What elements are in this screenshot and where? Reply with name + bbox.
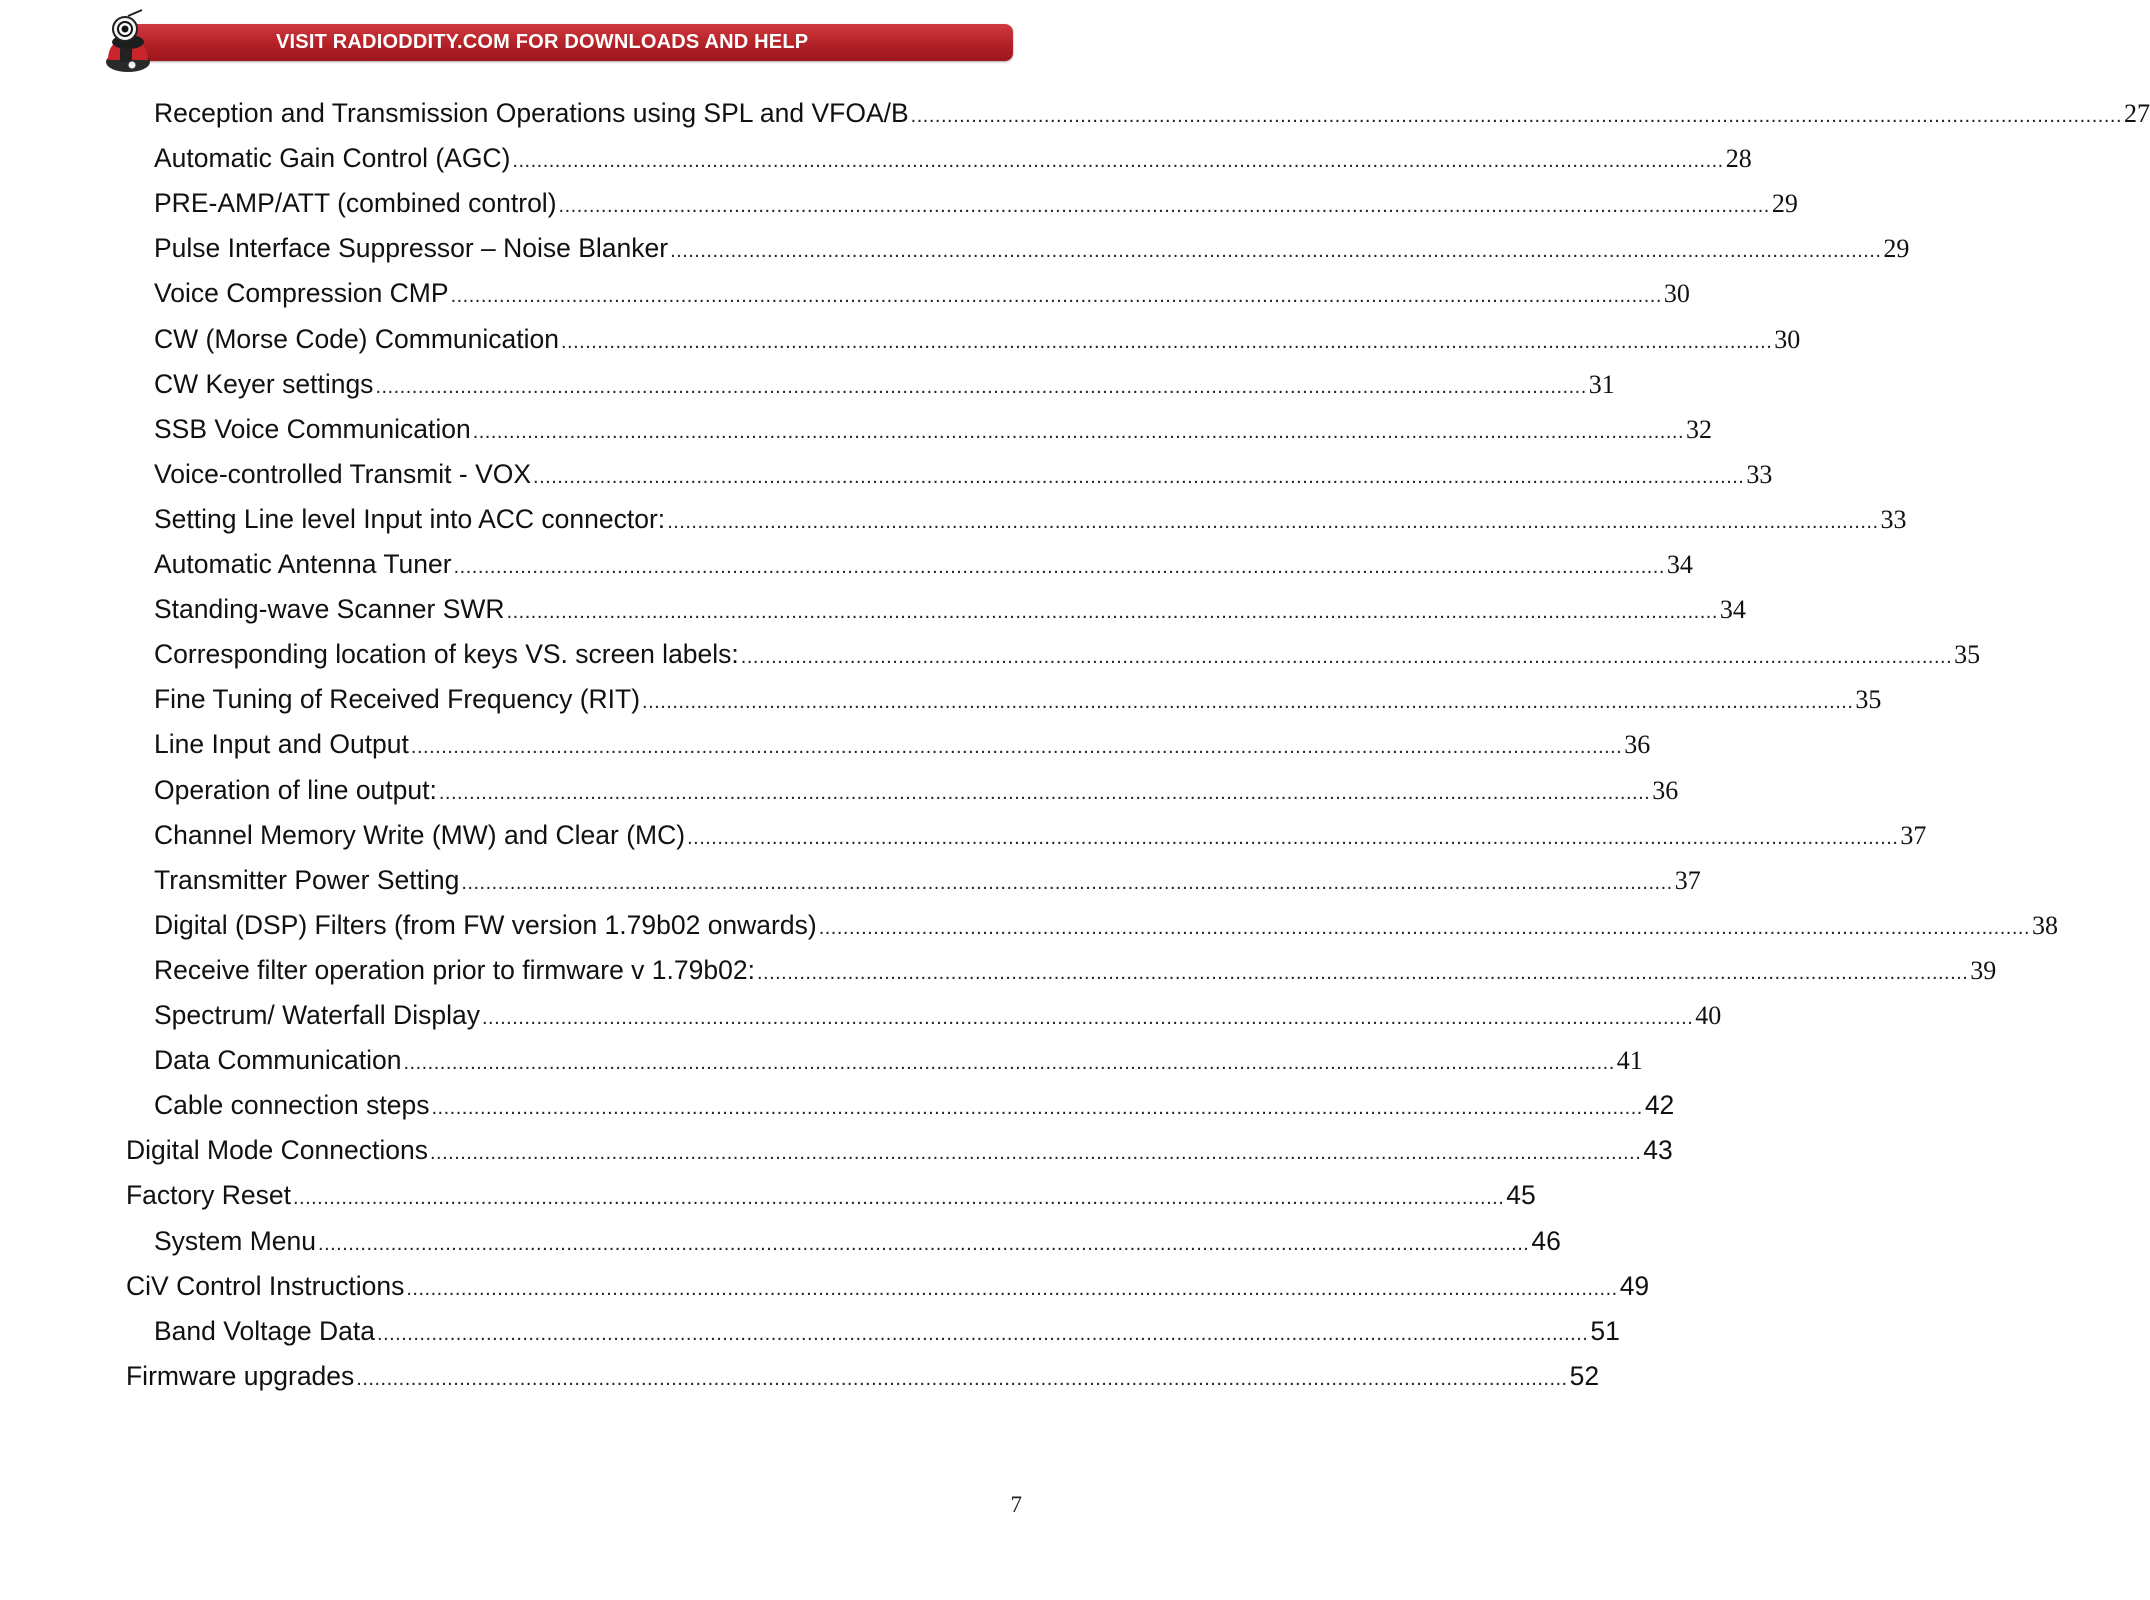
toc-entry[interactable] [154,1086,1675,1124]
toc-entry-title: Pulse Interface Suppressor – Noise Blanker [154,233,669,264]
toc-dot-leader: ........................................................................................................................................................................................................ [558,195,1770,218]
toc-entry[interactable] [154,996,1722,1034]
toc-entry[interactable] [126,1357,1600,1395]
toc-entry[interactable] [126,1131,1673,1169]
toc-entry-title: CW Keyer settings [154,368,374,399]
toc-entry-title: Data Communication [154,1045,402,1076]
toc-entry-title: Automatic Gain Control (AGC) [154,143,511,174]
toc-entry[interactable] [154,410,1713,448]
toc-entry-title: Channel Memory Write (MW) and Clear (MC) [154,819,686,850]
toc-entry-page-number: 33 [1746,459,1773,489]
toc-dot-leader: ........................................................................................................................................................................................................ [375,375,1587,398]
toc-entry-page-number: 28 [1725,144,1752,174]
toc-dot-leader: ........................................................................................................................................................................................................ [481,1007,1694,1029]
toc-dot-leader: ........................................................................................................................................................................................................ [406,1277,1618,1300]
toc-dot-leader: ........................................................................................................................................................................................................ [642,691,1854,714]
toc-dot-leader: ........................................................................................................................................................................................................ [438,781,1651,804]
toc-entry[interactable] [154,320,1801,358]
toc-entry[interactable] [126,1176,1536,1214]
toc-dot-leader: ........................................................................................................................................................................................................ [318,1232,1530,1255]
toc-entry-title: Band Voltage Data [154,1315,376,1346]
toc-entry-page-number: 51 [1590,1315,1620,1346]
toc-entry-page-number: 45 [1506,1180,1536,1211]
toc-entry-page-number: 37 [1674,865,1701,895]
toc-dot-leader: ........................................................................................................................................................................................................ [512,150,1724,173]
toc-entry-title: Transmitter Power Setting [154,864,460,895]
toc-dot-leader: ........................................................................................................................................................................................................ [292,1187,1505,1210]
toc-entry[interactable] [154,1041,1643,1079]
toc-entry-title: Automatic Antenna Tuner [154,549,452,579]
toc-dot-leader: ........................................................................................................................................................................................................ [740,646,1953,669]
toc-entry-page-number: 30 [1663,279,1690,309]
toc-entry-title: Reception and Transmission Operations using SPL and VFOA/B [154,98,909,128]
toc-entry-title: PRE-AMP/ATT (combined control) [154,188,557,219]
toc-entry[interactable] [154,725,1651,763]
toc-entry[interactable] [154,951,1997,989]
toc-dot-leader: ........................................................................................................................................................................................................ [910,105,2122,127]
toc-entry[interactable] [154,816,1927,854]
toc-entry[interactable] [154,771,1679,809]
toc-entry-page-number: 35 [1855,685,1882,715]
toc-dot-leader: ........................................................................................................................................................................................................ [429,1142,1642,1165]
toc-entry-page-number: 36 [1624,730,1651,760]
toc-dot-leader: ........................................................................................................................................................................................................ [818,916,2031,939]
toc-entry-page-number: 52 [1569,1360,1600,1391]
toc-entry[interactable] [154,139,1752,177]
toc-entry-title: Spectrum/ Waterfall Display [154,1000,480,1030]
toc-dot-leader: ........................................................................................................................................................................................................ [472,420,1685,443]
toc-entry-page-number: 40 [1695,1001,1722,1030]
toc-entry-title: Receive filter operation prior to firmware v 1.79b02: [154,954,755,985]
toc-entry-page-number: 49 [1619,1270,1650,1301]
toc-dot-leader: ........................................................................................................................................................................................................ [450,285,1662,308]
toc-entry-page-number: 30 [1774,324,1801,354]
toc-entry-title: Fine Tuning of Received Frequency (RIT) [154,684,641,715]
toc-dot-leader: ........................................................................................................................................................................................................ [756,961,1969,984]
toc-entry-page-number: 42 [1644,1090,1675,1121]
toc-entry-page-number: 36 [1652,775,1679,805]
toc-dot-leader: ........................................................................................................................................................................................................ [506,601,1718,624]
banner-text: VISIT RADIODDITY.COM FOR DOWNLOADS AND HELP [276,31,809,53]
toc-entry-page-number: 37 [1900,820,1927,850]
toc-dot-leader: ........................................................................................................................................................................................................ [453,556,1665,578]
toc-entry-page-number: 31 [1588,369,1615,399]
toc-dot-leader: ........................................................................................................................................................................................................ [431,1097,1643,1120]
header-banner [128,24,1013,61]
toc-entry-title: Setting Line level Input into ACC connector: [154,503,666,534]
toc-entry-page-number: 39 [1970,955,1997,985]
toc-entry-page-number: 29 [1771,189,1798,219]
toc-entry-title: System Menu [154,1225,317,1256]
toc-entry-page-number: 34 [1666,550,1693,579]
toc-dot-leader: ........................................................................................................................................................................................................ [356,1367,1568,1390]
toc-entry-page-number: 43 [1643,1135,1673,1166]
toc-entry-title: Voice Compression CMP [154,278,449,309]
toc-entry[interactable] [154,861,1701,899]
toc-entry-title: Factory Reset [126,1180,291,1211]
toc-entry[interactable] [154,906,2059,944]
toc-dot-leader: ........................................................................................................................................................................................................ [533,465,1745,488]
toc-dot-leader: ........................................................................................................................................................................................................ [377,1322,1589,1345]
toc-entry[interactable] [154,1222,1561,1260]
toc-dot-leader: ........................................................................................................................................................................................................ [687,826,1899,849]
toc-entry[interactable] [154,184,1798,222]
toc-entry[interactable] [154,94,2150,132]
toc-entry[interactable] [154,1312,1620,1350]
toc-entry-page-number: 27 [2124,99,2150,128]
toc-entry-title: Cable connection steps [154,1090,430,1121]
toc-entry[interactable] [154,590,1746,628]
toc-entry[interactable] [154,680,1882,718]
toc-entry[interactable] [154,274,1690,312]
toc-entry[interactable] [154,500,1907,538]
toc-entry[interactable] [154,229,1910,267]
toc-entry-title: CW (Morse Code) Communication [154,323,559,354]
toc-entry-page-number: 33 [1880,504,1907,534]
radioddity-mascot-logo-icon [98,12,162,74]
toc-entry-title: Corresponding location of keys VS. screen labels: [154,639,739,670]
toc-entry-title: Line Input and Output [154,729,409,760]
toc-dot-leader: ........................................................................................................................................................................................................ [461,871,1673,894]
toc-entry-page-number: 29 [1883,234,1910,264]
toc-entry[interactable] [154,545,1693,583]
toc-dot-leader: ........................................................................................................................................................................................................ [667,510,1879,533]
toc-entry[interactable] [154,455,1773,493]
toc-entry[interactable] [154,365,1615,403]
toc-entry-title: SSB Voice Communication [154,413,471,444]
toc-entry[interactable] [126,1267,1650,1305]
toc-entry-title: Operation of line output: [154,774,437,805]
toc-dot-leader: ........................................................................................................................................................................................................ [670,240,1882,263]
toc-entry-page-number: 32 [1686,414,1713,444]
toc-entry-title: Firmware upgrades [126,1360,355,1391]
toc-entry-title: Voice-controlled Transmit - VOX [154,458,532,489]
toc-entry-page-number: 41 [1616,1046,1643,1076]
toc-dot-leader: ........................................................................................................................................................................................................ [403,1052,1615,1075]
toc-entry-title: CiV Control Instructions [126,1270,405,1301]
toc-dot-leader: ........................................................................................................................................................................................................ [410,736,1623,759]
toc-entry-page-number: 35 [1954,640,1981,670]
toc-dot-leader: ........................................................................................................................................................................................................ [560,330,1773,353]
toc-entry-page-number: 38 [2032,910,2059,940]
toc-entry-page-number: 46 [1531,1225,1561,1256]
toc-entry-title: Digital (DSP) Filters (from FW version 1.79b02 onwards) [154,909,817,940]
toc-entry-title: Digital Mode Connections [126,1135,428,1166]
page-number: 7 [1010,1492,1022,1517]
toc-entry-title: Standing-wave Scanner SWR [154,594,505,625]
toc-entry-page-number: 34 [1719,595,1746,625]
toc-entry[interactable] [154,635,1981,673]
